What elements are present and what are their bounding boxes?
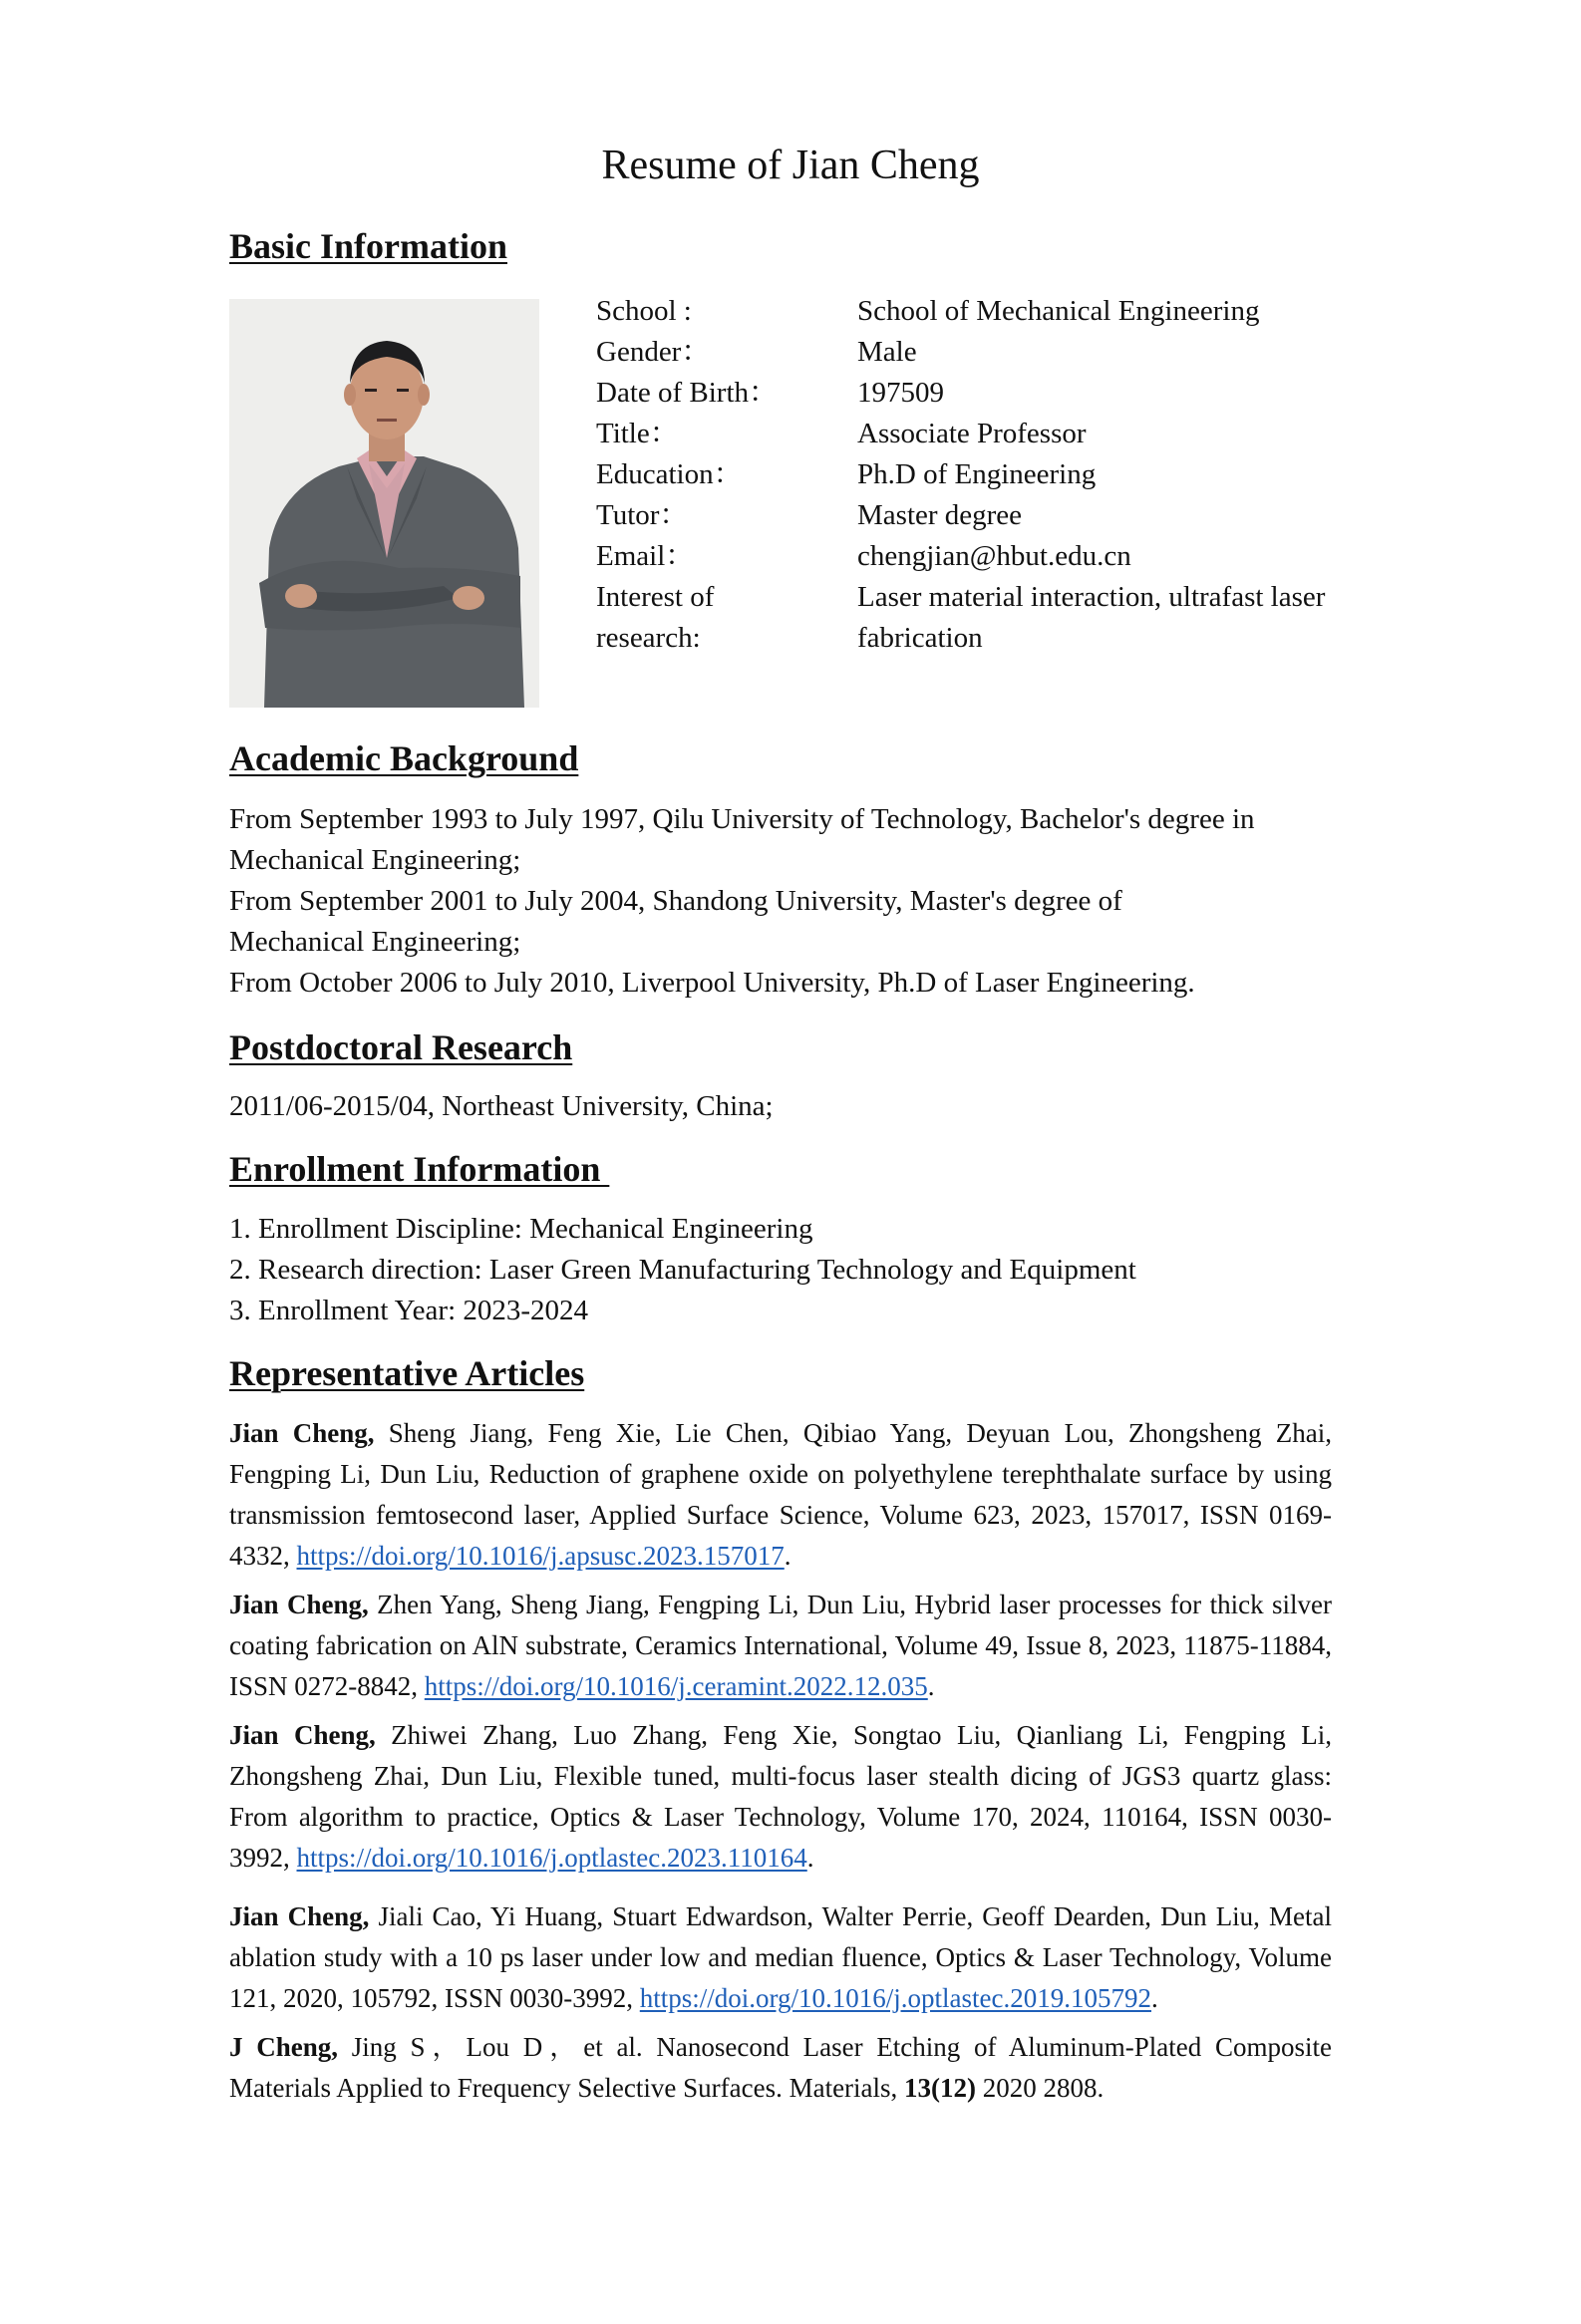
article-tail: . [806,1843,814,1873]
article-tail: 2020 2808. [976,2073,1105,2103]
article-issue: 13(12) [904,2073,977,2103]
enrollment-item: 3. Enrollment Year: 2023-2024 [229,1295,589,1326]
info-row-research-interest [596,577,1336,659]
heading-enrollment-information: Enrollment Information [229,1149,610,1189]
info-row-tutor [596,495,1336,536]
info-row-title [596,414,1336,454]
article-doi-link[interactable]: https://doi.org/10.1016/j.ceramint.2022.12.035 [424,1671,928,1701]
article-tail: . [1151,1983,1158,2013]
info-row-email [596,536,1336,577]
info-label: Education： [596,458,743,490]
article-doi-link[interactable]: https://doi.org/10.1016/j.optlastec.2023.110164 [296,1843,807,1873]
info-row-gender [596,332,1336,373]
heading-representative-articles: Representative Articles [229,1353,585,1393]
enrollment-item: 1. Enrollment Discipline: Mechanical Engineering [229,1213,813,1245]
info-label: School : [596,295,692,327]
info-value: Ph.D of Engineering [857,458,1097,490]
article-author: Jian Cheng, [229,1901,370,1931]
article-entry [229,1413,1332,1577]
article-author: Jian Cheng, [229,1720,376,1750]
enrollment-item: 2. Research direction: Laser Green Manufacturing Technology and Equipment [229,1254,1136,1286]
article-citation: Jiali Cao, Yi Huang, Stuart Edwardson, Walter Perrie, Geoff Dearden, Dun Liu, Metal ablation study with a 10 ps laser under low and median fluence, Optics & Laser Technology, Volume 121, 2020, 105792, ISSN 0030-3992, [229,1901,1332,2013]
portrait-photo-icon [229,299,539,708]
article-citation: Zhiwei Zhang, Luo Zhang, Feng Xie, Songtao Liu, Qianliang Li, Fengping Li, Zhongsheng Zhai, Dun Liu, Flexible tuned, multi-focus laser stealth dicing of JGS3 quartz glass: From algorithm to practice, Optics & Laser Technology, Volume 170, 2024, 110164, ISSN 0030-3992, [229,1720,1332,1873]
info-label: Gender： [596,336,711,368]
article-doi-link[interactable]: https://doi.org/10.1016/j.optlastec.2019.105792 [639,1983,1152,2013]
enrollment-list [229,1209,1332,1331]
article-citation: Jing S，Lou D，et al. Nanosecond Laser Etching of Aluminum-Plated Composite Materials Applied to Frequency Selective Surfaces. Materials, [229,2032,1333,2103]
basic-info-table [596,291,1336,659]
heading-postdoctoral-research: Postdoctoral Research [229,1027,573,1067]
info-value: Master degree [857,499,1023,531]
article-tail: . [784,1541,791,1571]
info-row-education [596,454,1336,495]
postdoc-entry: 2011/06-2015/04, Northeast University, China; [229,1090,774,1122]
academic-background-list [229,799,1332,1004]
article-entry [229,1585,1332,1707]
article-entry [229,2027,1332,2109]
article-citation: Sheng Jiang, Feng Xie, Lie Chen, Qibiao Yang, Deyuan Lou, Zhongsheng Zhai, Fengping Li, Dun Liu, Reduction of graphene oxide on polyethylene terephthalate surface by using transmission femtosecond laser, Applied Surface Science, Volume 623, 2023, 157017, ISSN 0169-4332, [229,1418,1332,1571]
info-label: Interest of research: [596,581,715,654]
info-row-date-of-birth [596,373,1336,414]
document-title: Resume of Jian Cheng [601,143,980,188]
article-author: Jian Cheng, [229,1418,375,1448]
postdoc-list [229,1086,1332,1127]
portrait-photo [229,299,539,708]
info-value: Associate Professor [857,418,1087,449]
info-value-email[interactable]: chengjian@hbut.edu.cn [857,540,1131,572]
info-label: Email： [596,540,695,572]
article-entry [229,1896,1332,2019]
info-value: School of Mechanical Engineering [857,295,1260,327]
article-author: Jian Cheng, [229,1590,369,1619]
info-row-school [596,291,1336,332]
academic-entry: From October 2006 to July 2010, Liverpool University, Ph.D of Laser Engineering. [229,967,1195,999]
info-value: Male [857,336,917,368]
info-label: Tutor： [596,499,689,531]
article-doi-link[interactable]: https://doi.org/10.1016/j.apsusc.2023.157017 [296,1541,785,1571]
info-label: Title： [596,418,679,449]
article-tail: . [927,1671,935,1701]
article-author: J Cheng, [229,2032,339,2062]
heading-academic-background: Academic Background [229,738,579,778]
articles-list [229,1413,1332,2117]
info-value: Laser material interaction, ultrafast laser fabrication [857,581,1326,654]
info-label: Date of Birth： [596,377,779,409]
article-entry [229,1715,1332,1879]
academic-entry: From September 1993 to July 1997, Qilu University of Technology, Bachelor's degree in Mechanical Engineering; [229,803,1255,876]
info-value: 197509 [857,377,944,409]
article-citation: Zhen Yang, Sheng Jiang, Fengping Li, Dun Liu, Hybrid laser processes for thick silver coating fabrication on AlN substrate, Ceramics International, Volume 49, Issue 8, 2023, 11875-11884, ISSN 0272-8842, [229,1590,1332,1701]
academic-entry: From September 2001 to July 2004, Shandong University, Master's degree of Mechanical Engineering; [229,885,1122,958]
heading-basic-information: Basic Information [229,226,507,266]
